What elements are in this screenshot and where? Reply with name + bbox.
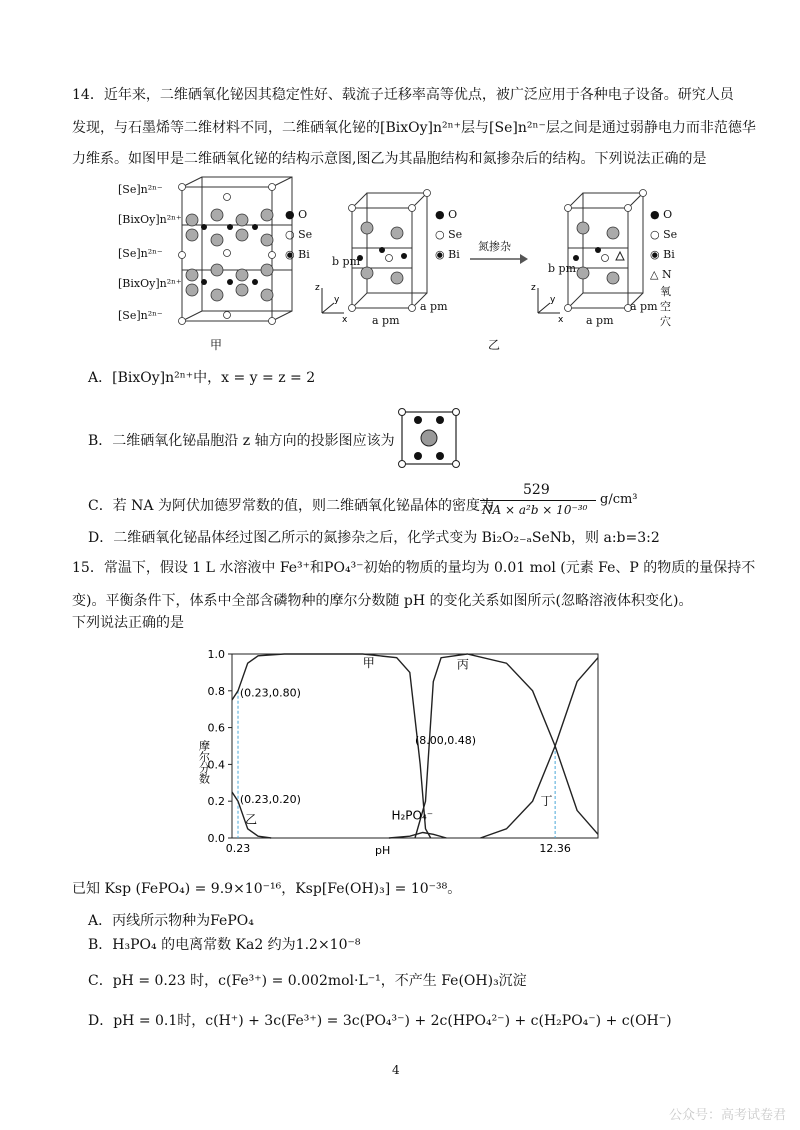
q15-known: 已知 Ksp (FePO₄) = 9.9×10⁻¹⁶，Ksp[Fe(OH)₃] = 10⁻³⁸。 [72,881,462,897]
y-axis-label: 摩尔分数 [197,740,211,784]
axis-b-label-1: b pm [332,255,361,268]
legend1-bi: ◉ Bi [285,248,310,261]
series-label: 丁 [540,793,553,808]
layer-label-se-3: [Se]n²ⁿ⁻ [118,309,163,322]
q15-line1: 15．常温下，假设 1 L 水溶液中 Fe³⁺和PO₄³⁻初始的物质的量均为 0.01 mol (元素 Fe、P 的物质的量保持不 [72,560,756,576]
q15-line2: 变)。平衡条件下，体系中全部含磷物种的摩尔分数随 pH 的变化关系如图所示(忽略溶液体积变化)。 [72,593,693,609]
legend3-se: ○ Se [650,228,678,241]
y-tick-label: 0.8 [207,684,225,698]
axis-a-label-2: a pm [420,300,448,313]
y-tick-label: 0.2 [207,795,225,809]
legend3-n: △ N [650,268,672,281]
mole-fraction-chart [190,640,610,860]
svg-text:z: z [315,283,320,293]
density-numerator: 529 [523,482,550,498]
q14-option-b: B．二维硒氧化铋晶胞沿 z 轴方向的投影图应该为 [88,433,395,449]
layer-label-se-2: [Se]n²ⁿ⁻ [118,247,163,260]
figure-yi-unit-cell [312,178,432,328]
page-number: 4 [392,1063,400,1077]
fraction-bar [480,500,596,501]
q14-line2: 发现，与石墨烯等二维材料不同，二维硒氧化铋的[BixOy]n²ⁿ⁺层与[Se]n²ⁿ⁻层之间是通过弱静电力而非范德华 [72,120,756,136]
series-label: 甲 [362,655,375,670]
legend3-bi: ◉ Bi [650,248,675,261]
axis-a-label-4: a pm [630,300,658,313]
series-label: 乙 [245,812,258,827]
legend2-se: ○ Se [435,228,463,241]
q14-option-c: C．若 NA 为阿伏加德罗常数的值，则二维硒氧化铋晶体的密度为 [88,498,494,514]
series-line-H₂PO₄⁻ [389,833,447,839]
q15-option-b: B．H₃PO₄ 的电离常数 Ka2 约为1.2×10⁻⁸ [88,937,361,953]
axis-a-label-3: a pm [586,314,614,327]
svg-text:z: z [531,283,536,293]
oxygen-vacancy-label: 氧空穴 [660,285,671,328]
doping-arrow [468,252,528,266]
doping-arrow-label: 氮掺杂 [478,240,511,253]
series-label: H₂PO₄⁻ [391,808,434,823]
svg-text:x: x [342,315,348,325]
q15-line3: 下列说法正确的是 [72,615,184,631]
svg-text:y: y [334,295,340,305]
layer-label-bio-2: [BixOy]n²ⁿ⁺ [118,277,182,290]
projection-diagram [398,408,460,468]
q15-option-d: D．pH = 0.1时，c(H⁺) + 3c(Fe³⁺) = 3c(PO₄³⁻) + 2c(HPO₄²⁻) + c(H₂PO₄⁻) + c(OH⁻) [88,1013,672,1029]
series-line-丁 [480,658,598,838]
y-tick-label: 0.0 [207,832,225,845]
density-denominator: NA × a²b × 10⁻³⁰ [482,503,588,517]
legend2-o: ● O [435,208,458,221]
q14-line1: 14．近年来，二维硒氧化铋因其稳定性好、载流子迁移率高等优点，被广泛应用于各种电子设备。研究人员 [72,87,734,103]
density-unit: g/cm³ [600,492,638,507]
series-label: 丙 [456,657,469,672]
x-tick-label: 12.36 [539,842,571,855]
annotation-label: (0.23,0.20) [239,793,301,807]
watermark: 公众号：高考试卷君 [668,1108,786,1123]
legend3-o: ● O [650,208,673,221]
legend1-o: ● O [285,208,308,221]
annotation-label: (8.00,0.48) [415,734,477,748]
x-axis-label: pH [375,844,391,857]
caption-yi: 乙 [488,338,501,352]
axis-a-label-1: a pm [372,314,400,327]
legend1-se: ○ Se [285,228,313,241]
x-tick-label: 0.23 [225,842,251,855]
y-tick-label: 0.4 [207,758,225,772]
q14-line3: 力维系。如图甲是二维硒氧化铋的结构示意图,图乙为其晶胞结构和氮掺杂后的结构。下列说法正确的是 [72,151,707,167]
legend2-bi: ◉ Bi [435,248,460,261]
q15-option-a: A．丙线所示物种为FePO₄ [88,913,254,929]
layer-label-se-1: [Se]n²ⁿ⁻ [118,183,163,196]
annotation-label: (0.23,0.80) [239,686,301,700]
caption-jia: 甲 [210,338,223,352]
q14-option-d: D．二维硒氧化铋晶体经过图乙所示的氮掺杂之后，化学式变为 Bi₂O₂₋ₐSeNb，则 a:b=3:2 [88,530,660,546]
axis-b-label-2: b pm [548,262,577,275]
layer-label-bio-1: [BixOy]n²ⁿ⁺ [118,213,182,226]
q14-option-a: A．[BixOy]n²ⁿ⁺中，x = y = z = 2 [88,370,316,386]
svg-text:y: y [550,295,556,305]
q15-option-c: C．pH = 0.23 时，c(Fe³⁺) = 0.002mol·L⁻¹，不产生 Fe(OH)₃沉淀 [88,973,527,989]
y-tick-label: 1.0 [207,648,225,661]
svg-text:x: x [558,315,564,325]
y-tick-label: 0.6 [207,721,225,735]
